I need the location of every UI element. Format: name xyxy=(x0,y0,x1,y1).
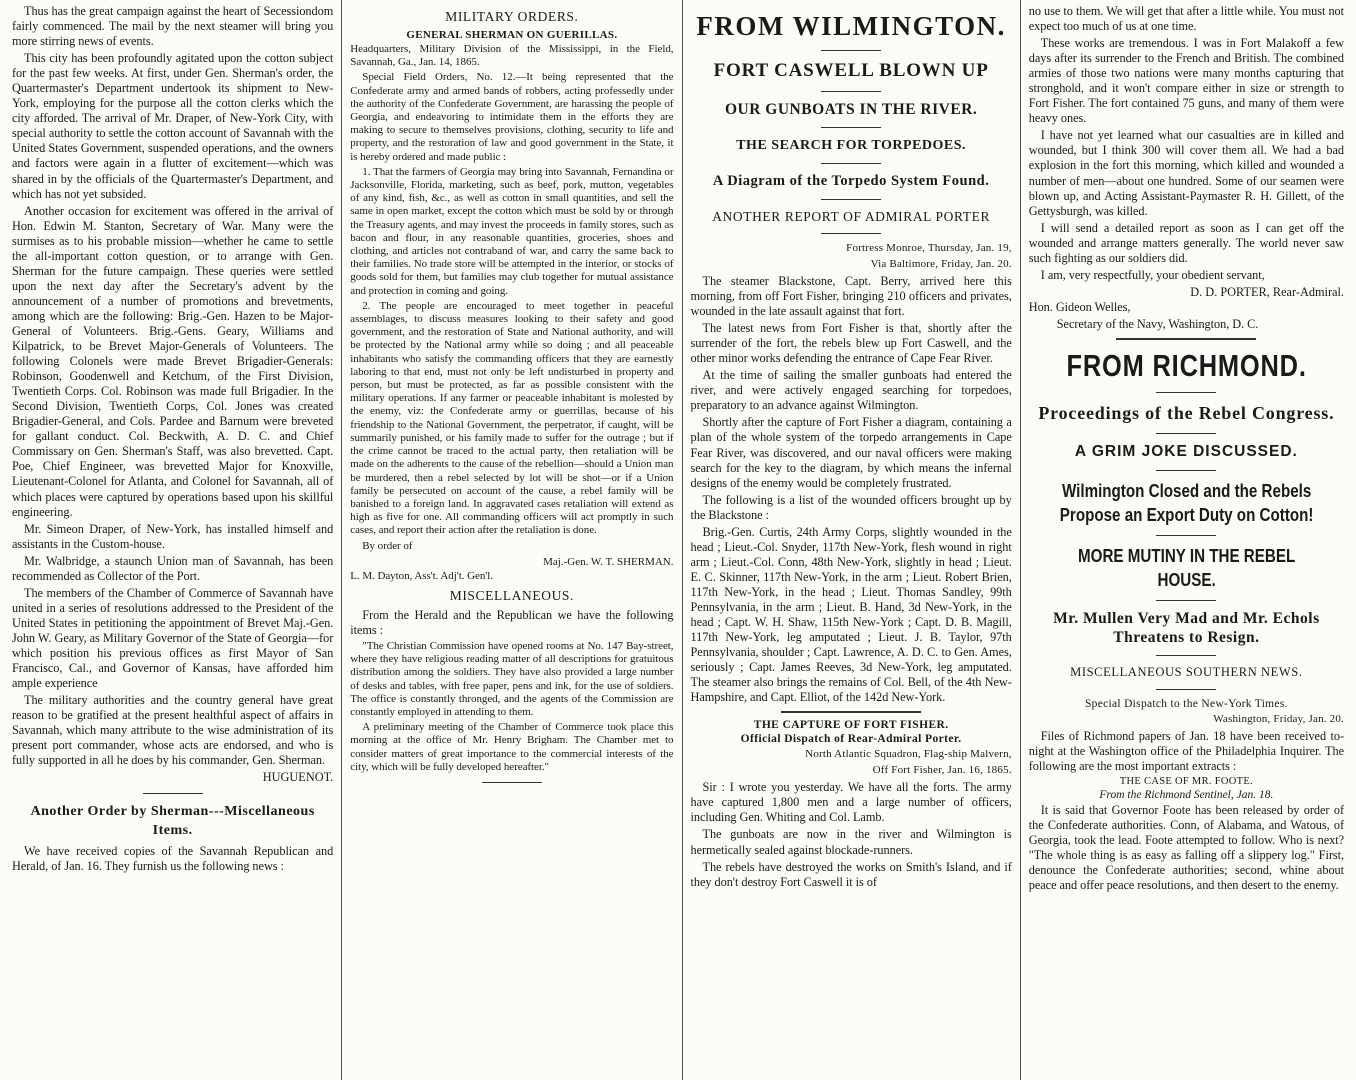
divider xyxy=(821,127,881,128)
column-3 xyxy=(683,0,1020,1080)
sub-headline: THE CASE OF MR. FOOTE. xyxy=(1119,776,1253,788)
signature: L. M. Dayton, Ass't. Adj't. Gen'l. xyxy=(350,569,493,582)
column-1 xyxy=(4,0,341,1080)
column-2 xyxy=(342,0,681,1080)
paragraph: We have received copies of the Savannah Republican and Herald, of Jan. 16. They furnish us the following news : xyxy=(12,844,334,874)
divider xyxy=(821,50,881,51)
divider xyxy=(1156,655,1216,656)
dateline: Off Fort Fisher, Jan. 16, 1865. xyxy=(872,764,1012,777)
paragraph: The steamer Blackstone, Capt. Berry, arrived here this morning, from off Fort Fisher, bringing 210 officers and privates, wounded in the late assault against that fort. xyxy=(690,274,1012,319)
sub-headline: MORE MUTINY IN THE REBEL HOUSE. xyxy=(1077,544,1295,590)
signature: Hon. Gideon Welles, xyxy=(1028,299,1131,314)
dateline: North Atlantic Squadron, Flag-ship Malvern, xyxy=(805,748,1012,761)
sub-headline: Wilmington Closed and the Rebels Propose an Export Duty on Cotton! xyxy=(1059,479,1314,525)
page-headline: FROM WILMINGTON. xyxy=(696,11,1006,41)
paragraph: It is said that Governor Foote has been released by order of the Confederate authorities. Conn, of Alabama, and Watous, of Georgia, took the lead. Foote attempted to follow. Who is next? "The whole thing is as easy as falling off a slippery log." First, denounce the Confederate authorities; second, whine about peace and offer peace resolutions, and then desert to the enemy. xyxy=(1028,803,1345,893)
paragraph: At the time of sailing the smaller gunboats had entered the river, and were actively engaged searching for torpedoes, preparatory to an advance against Wilmington. xyxy=(690,368,1012,413)
divider xyxy=(821,163,881,164)
sub-headline: GENERAL SHERMAN ON GUERILLAS. xyxy=(406,29,618,41)
column-4 xyxy=(1021,0,1352,1080)
paragraph: "The Christian Commission have opened rooms at No. 147 Bay-street, where they have religious reading matter of all descriptions for gratuitous distribution among the soldiers. They have also provided a large number of desks and tables, with free paper, pens and ink, for the use of soldiers. The office is constantly thronged, and the agents of the Commission are constantly employed in attending to them. xyxy=(350,640,674,719)
divider xyxy=(821,233,881,234)
sub-headline: Mr. Mullen Very Mad and Mr. Echols Threatens to Resign. xyxy=(1053,609,1320,646)
paragraph: These works are tremendous. I was in Fort Malakoff a few days after its surrender to the French and British. The combined armies of those two nations were many months capturing that stronghold, and it won't compare either in size or strength to Fort Fisher. The fort contained 75 guns, and many of them were heavy ones. xyxy=(1028,36,1345,126)
paragraph: The rebels have destroyed the works on Smith's Island, and if they don't destroy Fort Caswell it is of xyxy=(690,859,1012,889)
sub-headline: From the Richmond Sentinel, Jan. 18. xyxy=(1099,789,1274,802)
paragraph: Shortly after the capture of Fort Fisher a diagram, containing a plan of the whole system of the torpedo arrangements in Cape Fear River, was discovered, and our naval officers were making search for the key to the diagram, by which means the infernal designs of the enemy would be completely frustrated. xyxy=(690,415,1012,490)
divider xyxy=(781,711,921,713)
paragraph: 1. That the farmers of Georgia may bring into Savannah, Fernandina or Jacksonville, Florida, marketing, such as beef, pork, mutton, vegetables of any kind, fish, &c., as well as cotton in small quantities, and sell the same in open market, except the cotton which must be sold by or through the Treasury agents, and may invest the proceeds in family stores, such as bacon and flour, in any reasonable quantities, groceries, shoes and clothing, and articles not contraband of war, and carry the same back to their families. No trade store will be attempted in the interior, or stocks of goods sold for them, but families may club together for mutual assistance and protection in coming and going. xyxy=(350,165,674,297)
sub-headline: MISCELLANEOUS SOUTHERN NEWS. xyxy=(1070,664,1303,679)
sub-headline: THE SEARCH FOR TORPEDOES. xyxy=(736,138,967,153)
sub-headline: A GRIM JOKE DISCUSSED. xyxy=(1074,442,1298,460)
paragraph: This city has been profoundly agitated upon the cotton subject for the past few weeks. At first, under Gen. Sherman's order, the Quartermaster's Department undertook its shipment to New-York, employing for the purpose all the cotton clerks which the city afforded. The arrival of Mr. Draper, of New-York City, with special authority to settle the cotton account of Savannah with the United States Government, suspended operations, and the owners and factors were again in a flutter of excitement—which was shared in by the officials of the Quartermaster's Department, and which has not yet subsided. xyxy=(12,51,334,201)
paragraph: From the Herald and the Republican we have the following items : xyxy=(350,607,674,637)
paragraph: A preliminary meeting of the Chamber of Commerce took place this morning at the office of Mr. Henry Brigham. The Chamber met to consider matters of great importance to the commercial interests of the city, which will be fully developed hereafter." xyxy=(350,721,674,773)
divider xyxy=(1156,392,1216,393)
paragraph: no use to them. We will get that after a little while. You must not expect too much of us at one time. xyxy=(1028,4,1345,34)
section-headline: MILITARY ORDERS. xyxy=(445,9,579,24)
divider xyxy=(821,199,881,200)
sub-headline: FORT CASWELL BLOWN UP xyxy=(713,60,989,81)
paragraph: Mr. Simeon Draper, of New-York, has installed himself and assistants in the Custom-house. xyxy=(12,521,334,551)
section-headline: MISCELLANEOUS. xyxy=(449,587,575,603)
divider xyxy=(1156,470,1216,471)
paragraph: I have not yet learned what our casualties are in killed and wounded, but I think 300 will cover them all. We had a bad explosion in the fort this morning, which killed and wounded a number of men—about one hundred. Some of our seamen were blown up, and Acting Assistant-Paymaster R. H. Gillett, of the Gettysburgh, was killed. xyxy=(1028,128,1345,218)
signature: Maj.-Gen. W. T. SHERMAN. xyxy=(543,555,674,568)
paragraph: I am, very respectfully, your obedient servant, xyxy=(1040,267,1265,282)
divider xyxy=(1156,433,1216,434)
paragraph: I will send a detailed report as soon as I can get off the wounded and arrange matters generally. The world never saw such fighting as our soldiers did. xyxy=(1028,220,1345,265)
divider xyxy=(1156,689,1216,690)
signature: Secretary of the Navy, Washington, D. C. xyxy=(1056,316,1259,331)
paragraph: Special Field Orders, No. 12.—It being represented that the Confederate army and armed bands of robbers, acting professedly under the authority of the Confederate Government, are harassing the people of Georgia, and endeavoring to intimidate them in the efforts they are making to secure to themselves provisions, clothing, security to life and property, and the restoration of law and good government in the State, it is hereby ordered and made public : xyxy=(350,71,674,163)
paragraph: Brig.-Gen. Curtis, 24th Army Corps, slightly wounded in the head ; Lieut.-Col. Snyder, 117th New-York, flesh wound in right arm ; Lieut.-Col. Conn, 48th New-York, slightly in head ; Lieut. E. C. Skinner, 117th New-York, in the arm ; Lieut. Robert Brien, 117th New-York, in the head ; Lieut. Thomas Sandley, 99th Pennsylvania, in the arm ; Lieut. B. Hand, 3d New-York, in the head ; Capt. W. H. Shaw, 115th New-York ; Capt. D. B. Magill, 117th New-York, leg amputated ; Lieut. J. B. Taylor, 97th Pennsylvania, shoulder ; Capt. Lawrence, A. D. C. to Gen. Ames, seriously ; Capt. James Reeves, 3d New-York, leg amputated. The steamer also brings the remains of Col. Bell, of the 4th New-Hampshire, and Capt. Elliot, of the 142d New-York. xyxy=(690,524,1012,705)
section-headline: Another Order by Sherman---Miscellaneous Items. xyxy=(30,804,315,839)
paragraph: Files of Richmond papers of Jan. 18 have been received to-night at the Washington office of the Philadelphia Inquirer. The following are the most important extracts : xyxy=(1028,728,1345,774)
dateline: Fortress Monroe, Thursday, Jan. 19, xyxy=(846,242,1012,254)
divider xyxy=(482,782,542,783)
paragraph: The latest news from Fort Fisher is that, shortly after the surrender of the fort, the rebels blew up Fort Caswell, and the other minor works defending the entrance of Cape Fear River. xyxy=(690,321,1012,366)
sub-headline: Official Dispatch of Rear-Admiral Porter. xyxy=(740,733,962,746)
signature: D. D. PORTER, Rear-Admiral. xyxy=(1190,284,1345,299)
paragraph: The gunboats are now in the river and Wilmington is hermetically sealed against blockade-runners. xyxy=(690,827,1012,857)
divider xyxy=(821,91,881,92)
section-headline: THE CAPTURE OF FORT FISHER. xyxy=(753,719,949,732)
paragraph: By order of xyxy=(362,539,413,552)
sub-headline: OUR GUNBOATS IN THE RIVER. xyxy=(724,101,978,118)
divider xyxy=(143,793,203,794)
divider xyxy=(1116,338,1256,340)
divider xyxy=(1156,600,1216,601)
paragraph: Mr. Walbridge, a staunch Union man of Savannah, has been recommended as Collector of the Port. xyxy=(12,553,334,583)
dateline: Via Baltimore, Friday, Jan. 20. xyxy=(870,258,1012,270)
paragraph: The military authorities and the country general have great reason to be gratified at the present healthful aspect of affairs in Savannah, which many attribute to the wise administration of its present port commander, whose acts are endorsed, and who is fully supported in all he does by his commander, Gen. Sherman. xyxy=(12,693,334,768)
sub-headline: Special Dispatch to the New-York Times. xyxy=(1084,697,1288,710)
dateline: Washington, Friday, Jan. 20. xyxy=(1213,712,1345,725)
paragraph: The following is a list of the wounded officers brought up by the Blackstone : xyxy=(690,492,1012,522)
paragraph: 2. The people are encouraged to meet together in peaceful assemblages, to discuss measures looking to their safety and good government, and the restoration of State and National authority, and will be protected by the National army while so doing ; and all peaceable inhabitants who satisfy the commanding officers that they are earnestly laboring to that end, must not only be left undisturbed in property and person, but must be protected, as far as possible consistent with the military operations. If any farmer or peaceable inhabitant is molested by the enemy, viz: the Confederate army or guerrillas, because of his friendship to the National Government, the perpetrator, if caught, will be summarily punished, or his family made to suffer for the outrage ; but if the crime cannot be traced to the actual party, then retaliation will be made on the adherents to the cause of the rebellion—should a Union man be murdered, then a rebel selected by lot will be shot—or if a Union family be persecuted on account of the cause, a rebel family will be banished to a foreign land. In aggravated cases retaliation will extend as high as five for one. All commanding officers will act promptly in such cases, and report their action after the retaliation is done. xyxy=(350,299,674,537)
sub-headline: Proceedings of the Rebel Congress. xyxy=(1038,402,1335,423)
signature: HUGUENOT. xyxy=(262,770,334,785)
paragraph: The members of the Chamber of Commerce of Savannah have united in a series of resolutions addressed to the President of the United States in petitioning the appointment of Brevet Maj.-Gen. John W. Geary, as Military Governor of the State of Georgia—for which position his previous offices as first Mayor of San Francisco, Cal., and Governor of Kansas, have afforded him ample experience xyxy=(12,585,334,691)
sub-headline: A Diagram of the Torpedo System Found. xyxy=(712,173,990,189)
divider xyxy=(1156,535,1216,536)
page-headline: FROM RICHMOND. xyxy=(1066,347,1307,383)
sub-headline: ANOTHER REPORT OF ADMIRAL PORTER xyxy=(712,209,991,224)
paragraph: Thus has the great campaign against the heart of Secessiondom fairly commenced. The mail by the next steamer will bring you more stirring news of events. xyxy=(12,4,334,49)
paragraph: Another occasion for excitement was offered in the arrival of Hon. Edwin M. Stanton, Secretary of War. Many were the surmises as to his probable mission—whether he came to settle the all-important cotton question, or to arrange with Gen. Sherman for the future campaign. These queries were settled upon the next day after the Secretary's advent by the announcement of a number of promotions and brevetments, among which are the following: Brig.-Gen. Hazen to be Major-General of Volunteers. Brig.-Gens. Geary, Williams and Kilpatrick, to be Brevet Major-Generals of Volunteers. The following Colonels were made Brevet Brigadier-Generals: Robinson, Goodenwell and Ketchum, of the First Division, Twentieth Corps. Col. Robinson was made full Brigadier. In the Second Division, Twentieth Corps, Col. Jones was created Brigadier-General, and Cols. Pardee and Barnum were breveted for gallant conduct. Col. Beckwith, A. D. C. and Chief Commissary on Gen. Sherman's Staff, was also brevetted. Capt. Poe, Chief Engineer, was brevetted Major for Knoxville, Lieutenant-Colonel for Atlanta, and Colonel for Savannah, all of which places were captured by operations based upon his skillful engineering. xyxy=(12,203,334,519)
paragraph: Sir : I wrote you yesterday. We have all the forts. The army have captured 1,800 men and a large number of officers, including Gen. Whiting and Col. Lamb. xyxy=(690,780,1012,825)
dateline: Headquarters, Military Division of the Mississippi, in the Field, Savannah, Ga., Jan. 14, 1865. xyxy=(350,43,674,69)
